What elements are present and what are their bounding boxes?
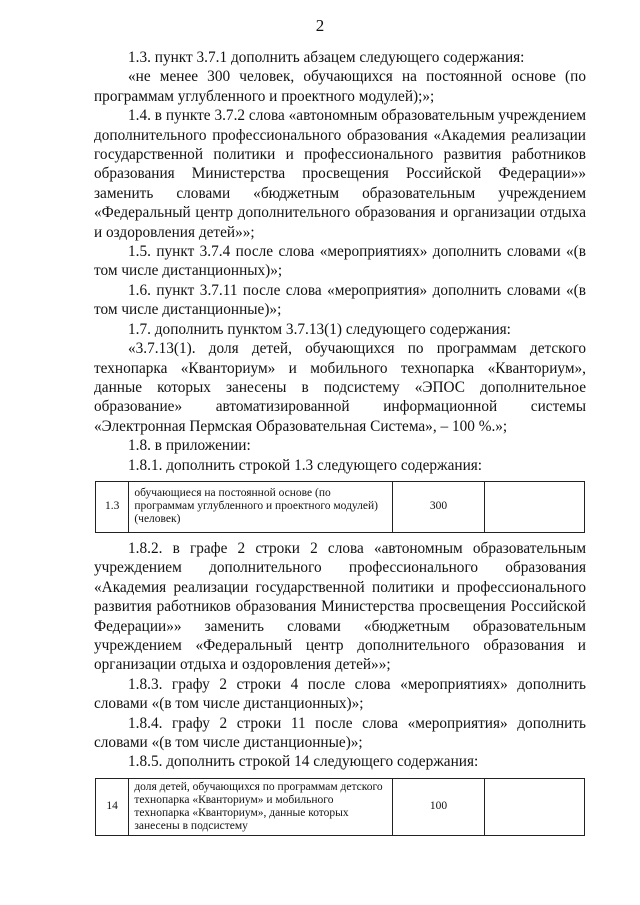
row-number-cell: 14 <box>96 778 129 835</box>
paragraph: 1.4. в пункте 3.7.2 слова «автономным образовательным учреждением дополнительного профессионального образования «Академия реализации государственной политики и профессионального развития работников образования Министерства просвещения Российской Федерации»» заменить словами «бюджетным образовательным учреждением «Федеральный центр дополнительного образования и организации отдыха и оздоровления детей»»; <box>94 107 586 241</box>
row-value-cell: 300 <box>393 481 485 532</box>
table-row <box>96 481 585 532</box>
paragraph: 1.8.5. дополнить строкой 14 следующего содержания: <box>128 753 479 771</box>
paragraph-block-a <box>94 48 586 475</box>
paragraph: 1.8.1. дополнить строкой 1.3 следующего содержания: <box>128 456 483 474</box>
paragraph: «3.7.13(1). доля детей, обучающихся по программам детского технопарка «Кванториум» и мобильного технопарка «Кванториум», данные которых занесены в подсистему «ЭПОС дополнительное образование» автоматизированной информационной системы «Электронная Пермская Образовательная Система», – 100 %.»; <box>94 340 586 435</box>
paragraph: 1.8.2. в графе 2 строки 2 слова «автономным образовательным учреждением дополнительного профессионального образования «Академия реализации государственной политики и профессионального развития работников образования Министерства просвещения Российской Федерации»» заменить словами «бюджетным образовательным учреждением «Федеральный центр дополнительного образования и организации отдыха и оздоровления детей»»; <box>94 539 586 674</box>
paragraph: 1.5. пункт 3.7.4 после слова «мероприятиях» дополнить словами «(в том числе дистанционных)»; <box>94 243 586 280</box>
row-number-cell: 1.3 <box>96 481 129 532</box>
row-description-cell: доля детей, обучающихся по программам детского технопарка «Кванториум» и мобильного технопарка «Кванториум», данные которых занесены в подсистему <box>129 778 393 835</box>
paragraph: 1.8. в приложении: <box>128 437 251 455</box>
row-description-cell: обучающиеся на постоянной основе (по программам углубленного и проектного модулей) (человек) <box>129 481 393 532</box>
row-value-cell: 100 <box>393 778 485 835</box>
document-body <box>94 48 586 842</box>
table-row-14 <box>95 778 585 836</box>
table-row <box>96 778 585 835</box>
paragraph: 1.3. пункт 3.7.1 дополнить абзацем следующего содержания: <box>128 49 525 66</box>
paragraph: 1.8.3. графу 2 строки 4 после слова «мероприятиях» дополнить словами «(в том числе дистанционных)»; <box>94 675 586 713</box>
paragraph: 1.7. дополнить пунктом 3.7.13(1) следующего содержания: <box>128 320 511 338</box>
row-empty-cell <box>484 481 584 532</box>
paragraph: 1.6. пункт 3.7.11 после слова «мероприятия» дополнить словами «(в том числе дистанционные)»; <box>94 281 586 319</box>
row-empty-cell <box>484 778 584 835</box>
paragraph: «не менее 300 человек, обучающихся на постоянной основе (по программам углубленного и проектного модулей);»; <box>94 68 586 105</box>
table-row-1-3 <box>95 481 585 533</box>
paragraph: 1.8.4. графу 2 строки 11 после слова «мероприятия» дополнить словами «(в том числе дистанционные)»; <box>94 714 586 751</box>
paragraph-block-b <box>94 539 586 772</box>
page-number: 2 <box>315 16 325 35</box>
